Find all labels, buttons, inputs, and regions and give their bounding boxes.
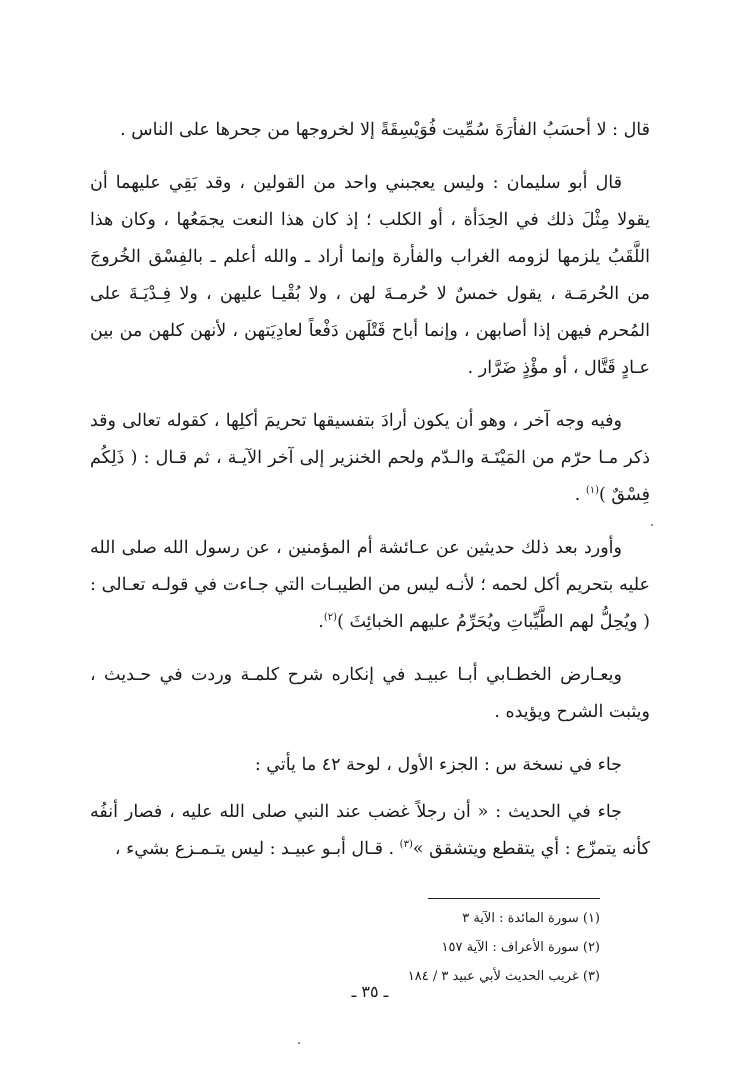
scan-speck	[651, 524, 653, 526]
paragraph-7	[90, 794, 650, 868]
paragraph-5: ويعـارض الخطـابي أبـا عبيـد في إنكاره شرح كلمـة وردت في حـديث ، ويثبت الشرح ويؤيده .	[90, 665, 650, 722]
page-number: ـ ٣٥ ـ	[351, 982, 389, 1001]
footnote-divider	[428, 898, 600, 899]
footnote-marker-1: (١)	[585, 485, 600, 497]
footnote-2: (٢) سورة الأعراف : الآية ١٥٧	[441, 940, 600, 955]
footnotes	[300, 904, 600, 991]
quran-quote-1: ( ذَلِكُم فِسْقٌ )	[90, 448, 650, 505]
paragraph-1: قال : لا أحسَبُ الفأرَةَ سُمِّيت فُوَيْسِقَةً إلا لخروجها من جحرها على الناس .	[120, 120, 650, 140]
paragraph-4-text: وأورد بعد ذلك حديثين عن عـائشة أم المؤمنين ، عن رسول الله صلى الله عليه بتحريم أكل لحمه ؛ لأنـه ليس من الطيبـات التي جـاءت في قولـه تعـالى :	[90, 538, 650, 595]
paragraph-3	[90, 403, 650, 514]
footnote-1: (١) سورة المائدة : الآية ٣	[462, 911, 600, 926]
quran-quote-2: ( ويُحِلُّ لهم الطَّيِّباتِ ويُحَرِّمُ عليهم الخبائِثَ )	[337, 612, 650, 632]
paragraph-2: قال أبو سليمان : وليس يعجبني واحد من القولين ، وقد بَقِي عليهما أن يقولا مِثْلَ ذلك في الحِدَأة ، أو الكلب ؛ إذ كان هذا النعت يجمَعُها ، وكان هذا اللَّقَبُ يلزمها لزومه الغراب والفأرة وإنما أراد ـ والله أعلم ـ بالفِسْق الخُروجَ من الحُرمَـة ، يقول خمسٌ لا حُرمـةَ لهن ، ولا بُقْيـا عليهن ، ولا فِـدْيَـةَ على المُحرم فيهن إذا أصابهن ، وإنما أباح قَتْلَهن دَفْعاً لعادِيَتهن ، لأنهن كلهن من بين عـادٍ قَتَّال ، أو مؤْذٍ ضَرَّار .	[90, 173, 650, 378]
paragraph-6: جاء في نسخة س : الجزء الأول ، لوحة ٤٢ ما يأتي :	[254, 755, 622, 775]
footnote-marker-3: (٣)	[399, 839, 413, 851]
paragraph-4	[90, 530, 650, 641]
scan-speck	[298, 1042, 300, 1044]
paragraph-7-text: جاء في الحديث : « أن رجلاً غضب عند النبي صلى الله عليه ، فصار أنفُه كأنه يتمزّع : أي يتقطع ويتشقق »	[90, 802, 650, 859]
main-text	[90, 112, 650, 884]
punctuation: .	[574, 485, 581, 505]
punctuation: .	[318, 612, 324, 632]
paragraph-3-text: وفيه وجه آخر ، وهو أن يكون أرادَ بتفسيقها تحريمَ أكلِها ، كقوله تعالى وقد ذكر مـا حرّم من المَيْتَـة والـدّم ولحم الخنزير إلى آخر الآيـة ، ثم قـال :	[90, 411, 651, 468]
footnote-3: (٣) غريب الحديث لأبي عبيد ٣ / ١٨٤	[407, 969, 600, 984]
footnote-marker-2: (٢)	[323, 612, 338, 624]
paragraph-7-tail: . قـال أبـو عبيـد : ليس يتـمـزع بشيء ،	[114, 839, 395, 859]
